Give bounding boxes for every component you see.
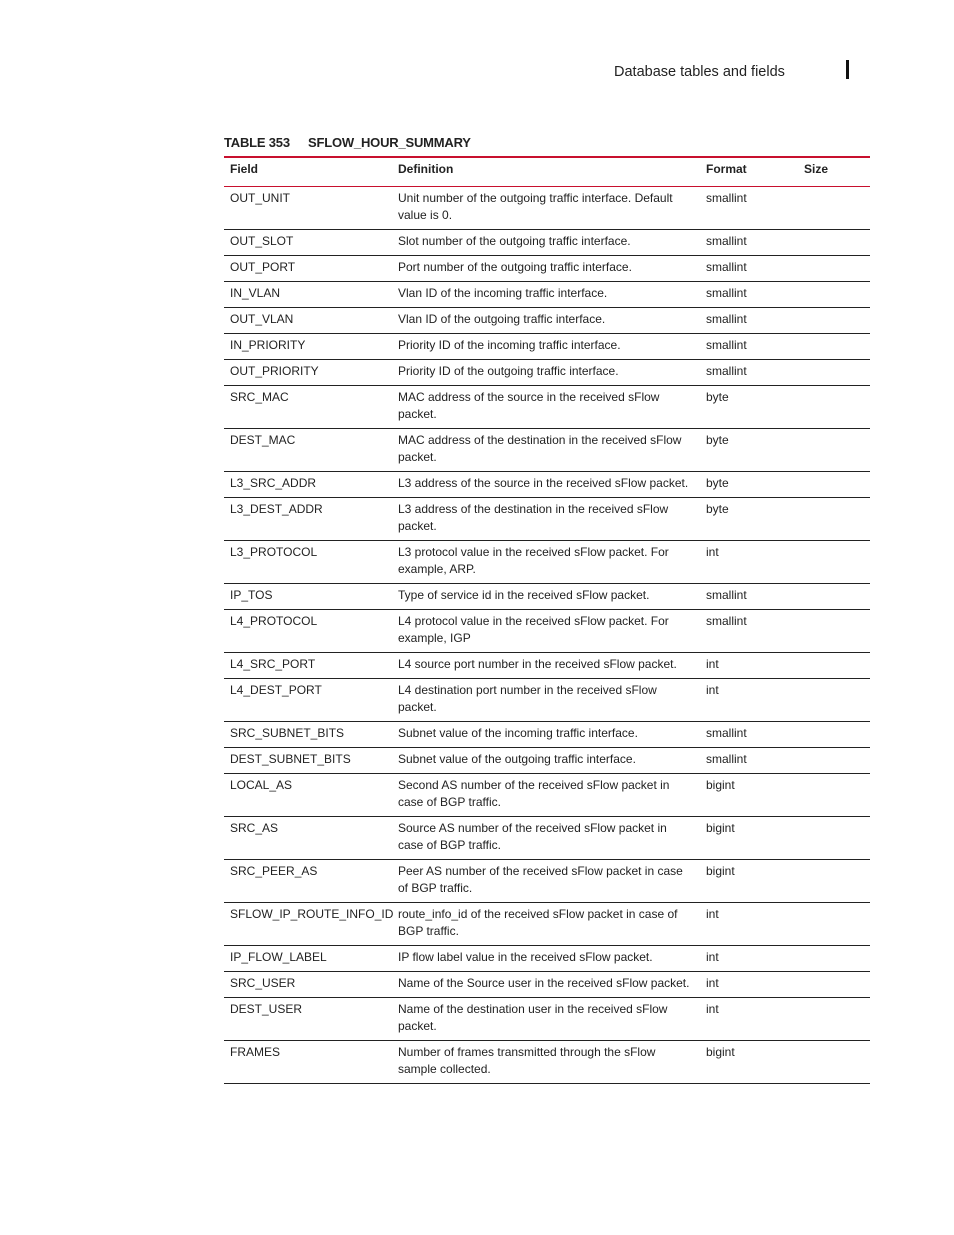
- table-row: [224, 722, 870, 748]
- cell-definition: Name of the destination user in the received sFlow packet.: [398, 1002, 668, 1033]
- cell-size: [798, 722, 870, 748]
- table-row: [224, 541, 870, 584]
- cell-format: smallint: [706, 312, 747, 326]
- cell-definition: Source AS number of the received sFlow packet in case of BGP traffic.: [398, 821, 667, 852]
- table-row: [224, 972, 870, 998]
- cell-size: [798, 584, 870, 610]
- cell-format: bigint: [706, 1045, 735, 1059]
- cell-field: L3_SRC_ADDR: [230, 476, 317, 490]
- cell-format: int: [706, 907, 719, 921]
- cell-size: [798, 817, 870, 860]
- cell-definition: L3 protocol value in the received sFlow packet. For example, ARP.: [398, 545, 669, 576]
- cell-size: [798, 972, 870, 998]
- column-header-field: Field: [230, 162, 259, 176]
- cell-size: [798, 386, 870, 429]
- cell-definition: L4 protocol value in the received sFlow packet. For example, IGP: [398, 614, 669, 645]
- table-row: [224, 817, 870, 860]
- cell-size: [798, 653, 870, 679]
- cell-definition: L4 destination port number in the received sFlow packet.: [398, 683, 657, 714]
- cell-format: bigint: [706, 778, 735, 792]
- cell-size: [798, 998, 870, 1041]
- cell-size: [798, 498, 870, 541]
- cell-format: smallint: [706, 752, 747, 766]
- table-row: [224, 610, 870, 653]
- cell-size: [798, 774, 870, 817]
- cell-format: smallint: [706, 364, 747, 378]
- cell-size: [798, 230, 870, 256]
- column-header-size: Size: [804, 162, 829, 176]
- cell-field: OUT_UNIT: [230, 191, 290, 205]
- cell-field: OUT_PORT: [230, 260, 296, 274]
- cell-format: smallint: [706, 286, 747, 300]
- cell-definition: Vlan ID of the incoming traffic interface.: [398, 286, 608, 300]
- cell-field: OUT_VLAN: [230, 312, 294, 326]
- table-row: [224, 903, 870, 946]
- table-row: [224, 498, 870, 541]
- cell-format: byte: [706, 502, 729, 516]
- table-row: [224, 860, 870, 903]
- cell-definition: route_info_id of the received sFlow packet in case of BGP traffic.: [398, 907, 678, 938]
- cell-size: [798, 472, 870, 498]
- cell-format: int: [706, 545, 719, 559]
- table-row: [224, 308, 870, 334]
- cell-field: LOCAL_AS: [230, 778, 293, 792]
- cell-size: [798, 679, 870, 722]
- table-row: [224, 653, 870, 679]
- cell-field: IP_TOS: [230, 588, 273, 602]
- table-row: [224, 230, 870, 256]
- table-row: [224, 187, 870, 230]
- cell-definition: Port number of the outgoing traffic interface.: [398, 260, 632, 274]
- cell-field: DEST_USER: [230, 1002, 303, 1016]
- cell-size: [798, 946, 870, 972]
- table-row: [224, 584, 870, 610]
- cell-field: OUT_PRIORITY: [230, 364, 319, 378]
- table-row: [224, 774, 870, 817]
- cell-size: [798, 541, 870, 584]
- cell-field: DEST_MAC: [230, 433, 296, 447]
- cell-size: [798, 282, 870, 308]
- cell-format: bigint: [706, 821, 735, 835]
- cell-size: [798, 308, 870, 334]
- table-row: [224, 360, 870, 386]
- cell-definition: Name of the Source user in the received sFlow packet.: [398, 976, 690, 990]
- cell-field: FRAMES: [230, 1045, 281, 1059]
- table-row: [224, 386, 870, 429]
- cell-format: bigint: [706, 864, 735, 878]
- cell-definition: L3 address of the destination in the received sFlow packet.: [398, 502, 669, 533]
- cell-size: [798, 429, 870, 472]
- cell-field: SRC_MAC: [230, 390, 289, 404]
- cell-definition: Priority ID of the outgoing traffic interface.: [398, 364, 619, 378]
- cell-size: [798, 187, 870, 230]
- table-row: [224, 256, 870, 282]
- cell-format: int: [706, 657, 719, 671]
- table-row: [224, 334, 870, 360]
- cell-format: smallint: [706, 614, 747, 628]
- cell-field: SRC_SUBNET_BITS: [230, 726, 345, 740]
- cell-definition: MAC address of the source in the received sFlow packet.: [398, 390, 660, 421]
- cell-definition: Second AS number of the received sFlow packet in case of BGP traffic.: [398, 778, 670, 809]
- cell-field: IN_PRIORITY: [230, 338, 306, 352]
- cell-size: [798, 610, 870, 653]
- cell-format: smallint: [706, 260, 747, 274]
- table-header-row: [224, 157, 870, 187]
- table-row: [224, 946, 870, 972]
- cell-definition: L3 address of the source in the received sFlow packet.: [398, 476, 689, 490]
- table-row: [224, 679, 870, 722]
- cell-size: [798, 334, 870, 360]
- column-header-definition: Definition: [398, 162, 454, 176]
- cell-field: OUT_SLOT: [230, 234, 294, 248]
- cell-size: [798, 748, 870, 774]
- cell-format: int: [706, 950, 719, 964]
- cell-format: smallint: [706, 726, 747, 740]
- cell-field: SRC_USER: [230, 976, 296, 990]
- cell-format: smallint: [706, 191, 747, 205]
- cell-format: int: [706, 976, 719, 990]
- cell-size: [798, 903, 870, 946]
- cell-size: [798, 860, 870, 903]
- header-marker-bar: [846, 60, 849, 79]
- table-number: TABLE 353: [224, 135, 290, 150]
- table-row: [224, 472, 870, 498]
- cell-definition: L4 source port number in the received sFlow packet.: [398, 657, 677, 671]
- column-header-format: Format: [706, 162, 747, 176]
- cell-format: byte: [706, 476, 729, 490]
- cell-definition: Priority ID of the incoming traffic interface.: [398, 338, 621, 352]
- cell-format: smallint: [706, 234, 747, 248]
- page-header-title: Database tables and fields: [614, 64, 785, 80]
- cell-field: SRC_PEER_AS: [230, 864, 318, 878]
- cell-definition: IP flow label value in the received sFlow packet.: [398, 950, 653, 964]
- cell-definition: Subnet value of the outgoing traffic interface.: [398, 752, 636, 766]
- table-row: [224, 998, 870, 1041]
- table-row: [224, 282, 870, 308]
- cell-size: [798, 256, 870, 282]
- cell-field: L4_DEST_PORT: [230, 683, 322, 697]
- table-row: [224, 429, 870, 472]
- table-name: SFLOW_HOUR_SUMMARY: [308, 135, 471, 150]
- cell-definition: MAC address of the destination in the received sFlow packet.: [398, 433, 682, 464]
- table-row: [224, 748, 870, 774]
- cell-format: smallint: [706, 588, 747, 602]
- cell-field: SFLOW_IP_ROUTE_INFO_ID: [230, 907, 394, 921]
- cell-definition: Unit number of the outgoing traffic interface. Default value is 0.: [398, 191, 673, 222]
- cell-format: byte: [706, 433, 729, 447]
- cell-format: smallint: [706, 338, 747, 352]
- cell-field: IP_FLOW_LABEL: [230, 950, 327, 964]
- cell-definition: Vlan ID of the outgoing traffic interface.: [398, 312, 606, 326]
- cell-field: L3_DEST_ADDR: [230, 502, 323, 516]
- cell-definition: Type of service id in the received sFlow packet.: [398, 588, 650, 602]
- table-caption: [224, 135, 471, 150]
- cell-definition: Slot number of the outgoing traffic interface.: [398, 234, 631, 248]
- cell-field: DEST_SUBNET_BITS: [230, 752, 351, 766]
- cell-size: [798, 1041, 870, 1084]
- cell-format: byte: [706, 390, 729, 404]
- cell-size: [798, 360, 870, 386]
- table-row: [224, 1041, 870, 1084]
- sflow-hour-summary-table: [224, 156, 870, 1084]
- cell-field: IN_VLAN: [230, 286, 281, 300]
- cell-definition: Subnet value of the incoming traffic interface.: [398, 726, 638, 740]
- cell-field: L4_SRC_PORT: [230, 657, 316, 671]
- cell-format: int: [706, 683, 719, 697]
- cell-definition: Number of frames transmitted through the sFlow sample collected.: [398, 1045, 656, 1076]
- table-body: [224, 187, 870, 1084]
- cell-field: SRC_AS: [230, 821, 279, 835]
- cell-format: int: [706, 1002, 719, 1016]
- cell-definition: Peer AS number of the received sFlow packet in case of BGP traffic.: [398, 864, 683, 895]
- cell-field: L4_PROTOCOL: [230, 614, 318, 628]
- cell-field: L3_PROTOCOL: [230, 545, 318, 559]
